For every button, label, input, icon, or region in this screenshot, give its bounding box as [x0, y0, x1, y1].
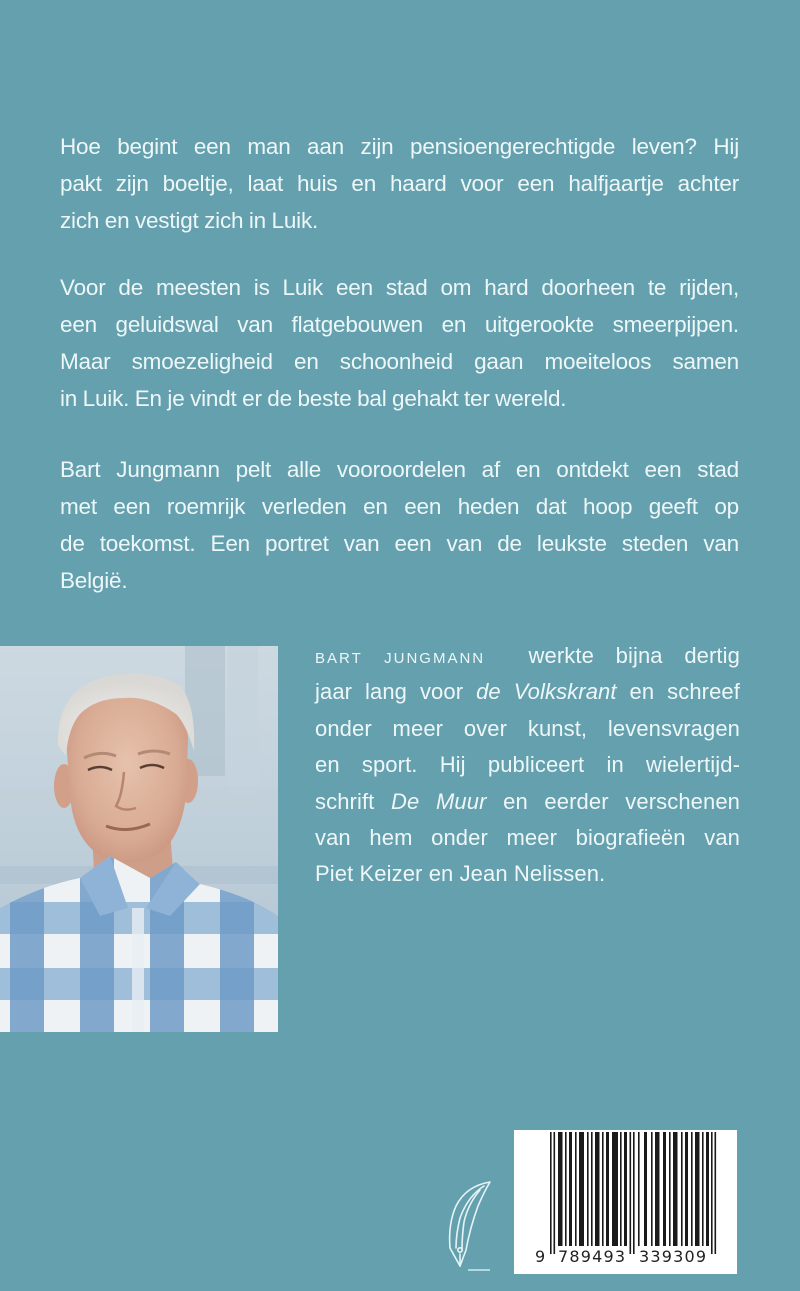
blurb-paragraph-1 — [60, 128, 739, 239]
isbn-number — [514, 1130, 737, 1274]
quill-icon — [444, 1178, 494, 1274]
bio-line: van hem onder meer biografieën van — [315, 824, 740, 850]
isbn-first-digit: 9 — [535, 1247, 547, 1266]
isbn-right-group: 339309 — [639, 1247, 708, 1266]
author-name-smallcaps: BART JUNGMANN — [315, 650, 486, 667]
isbn-barcode — [514, 1130, 737, 1274]
text-line: Maar smoezeligheid en schoonheid gaan moeiteloos samen — [60, 349, 739, 374]
bio-line: schrift De Muur en eerder verschenen — [315, 788, 740, 814]
publication-title: De Muur — [391, 788, 487, 814]
publisher-logo — [444, 1178, 494, 1274]
text-line: pakt zijn boeltje, laat huis en haard voor een halfjaartje achter — [60, 171, 739, 196]
bio-line: jaar lang voor de Volkskrant en schreef — [315, 679, 740, 705]
text-line: Hoe begint een man aan zijn pensioengerechtigde leven? Hij — [60, 134, 739, 159]
portrait-illustration — [0, 646, 278, 1032]
bio-line: onder meer over kunst, levensvragen — [315, 715, 740, 741]
isbn-left-group: 789493 — [558, 1247, 627, 1266]
bio-line: BART JUNGMANN werkte bijna dertig — [315, 643, 740, 668]
blurb-paragraph-3 — [60, 451, 739, 599]
text-line: Voor de meesten is Luik een stad om hard doorheen te rijden, — [60, 275, 739, 300]
publication-title: de Volkskrant — [476, 679, 617, 705]
text-line: zich en vestigt zich in Luik. — [60, 208, 319, 233]
bio-line: Piet Keizer en Jean Nelissen. — [315, 861, 606, 887]
blurb-paragraph-2 — [60, 269, 739, 417]
text-line: de toekomst. Een portret van een van de leukste steden van — [60, 531, 739, 556]
text-line: Bart Jungmann pelt alle vooroordelen af en ontdekt een stad — [60, 457, 739, 482]
text-line: met een roemrijk verleden en een heden dat hoop geeft op — [60, 494, 739, 519]
text-line: België. — [60, 568, 128, 593]
text-line: een geluidswal van flatgebouwen en uitgerookte smeerpijpen. — [60, 312, 739, 337]
author-bio — [315, 638, 740, 893]
bio-line: en sport. Hij publiceert in wielertijd- — [315, 752, 740, 778]
author-photo — [0, 646, 278, 1032]
text-line: in Luik. En je vindt er de beste bal gehakt ter wereld. — [60, 386, 567, 411]
